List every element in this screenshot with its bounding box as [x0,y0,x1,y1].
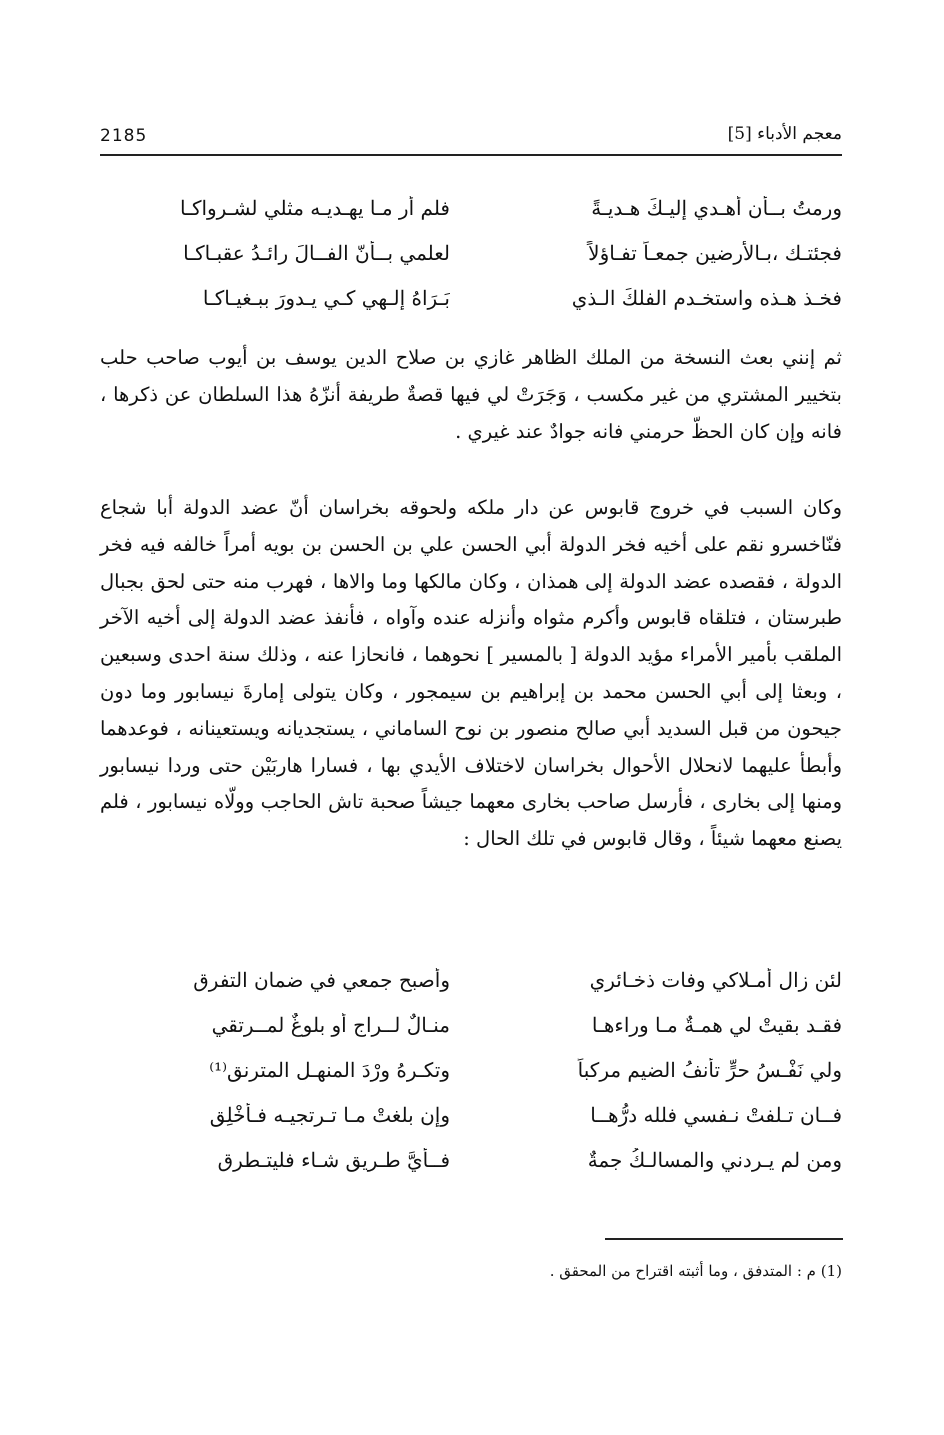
verse-second-hemistich: لعلمي بــأنّ الفــالَ رائـدُ عقبـاكـا [183,241,450,265]
verse-first-hemistich: ورمتُ بــأن أُهـدي إليـكَ هـديـةً [591,196,842,220]
verse-second-hemistich: وتكـرهُ وِرْدَ المنهـلِ المترنقِ⁽¹⁾ [209,1058,450,1082]
verse-line [100,1058,842,1103]
verse-second-hemistich: فلم أر مـا يهـديـه مثلي لشـرواكـا [179,196,450,220]
paragraph-qabus-story: وكان السبب في خروج قابوس عن دار ملكه ولحوقه بخراسان أنّ عضد الدولة أبا شجاع فنّاخسرو نقم على أخيه فخر الدولة أبي الحسن علي بن الحسن بن بويه أمراً خالفه فيه فخر الدولة ، فقصده عضد الدولة إلى همذان ، وكان مالكها وما والاها ، فهرب منه حتى لحق بجبال طبرستان ، فتلقاه قابوس وأكرم مثواه وأنزله عنده وآواه ، فأنفذ عضد الدولة إلى أخيه الآخر الملقب بأمير الأمراء مؤيد الدولة [ بالمسير ] نحوهما ، فانحازا عنه ، وذلك سنة احدى وسبعين ، وبعثا إلى أبي الحسن محمد بن إبراهيم بن سيمجور ، وكان يتولى إمارةَ نيسابور وما دون جيحون من قبل السديد أبي صالح منصور بن نوح الساماني ، يستجديانه ويستعينانه ، فوعدهما وأبطأ عليهما لانحلال الأحوال بخراسان لاختلاف الأيدي بها ، فسارا هاربَيْن حتى وردا نيسابور ومنها إلى بخارى ، فأرسل صاحب بخارى معهما جيشاً صحبة تاش الحاجب وولّاه نيسابور ، فلم يصنع معهما شيئاً ، وقال قابوس في تلك الحال : [100,496,842,851]
verse-line [100,1103,842,1148]
verse-first-hemistich: فــان تـلفتْ نـفسي فلله درُّهــا [590,1103,842,1127]
verse-second-hemistich: وأصبح جمعي في ضمانِ التفرقِ [193,968,450,992]
verse-second-hemistich: بَـرَاهُ إلـهي كـي يـدورَ ببـغيـاكـا [202,286,450,310]
verse-second-hemistich: فــأيَّ طـريقٍ شـاء فليتـطرقِ [217,1148,450,1172]
verse-line [100,241,842,286]
verse-block-bottom [100,968,842,1193]
footnote: (1) م : المتدفق ، وما أثبته اقتراح من المحقق . [549,1262,842,1280]
verse-first-hemistich: ولي نَفْـسُ حرٍّ تأنفُ الضيم مركباً [577,1058,842,1082]
verse-line [100,968,842,1013]
verse-second-hemistich: منـالٌ لــراجٍ أو بلوغٌ لمــرتقي [211,1013,450,1037]
verse-second-hemistich: وإن بلغتْ مـا تـرتجيـه فـأخْلِقِ [209,1103,450,1127]
page-number: 2185 [100,126,148,146]
verse-line [100,286,842,331]
paragraph-intro: ثم إنني بعث النسخة من الملك الظاهر غازي بن صلاح الدين يوسف بن أيوب صاحب حلب بتخيير المشتري من غير مكسب ، وَجَرَتْ لي فيها قصةٌ طريفة أنزّهُ هذا السلطان عن ذكرها ، فانه وإن كان الحظّ حرمني فانه جوادٌ عند غيري . [100,346,842,443]
verse-first-hemistich: ومن لم يـردني والمسالـكُ جمةٌ [587,1148,842,1172]
running-title: معجم الأدباء [5] [727,124,842,144]
verse-first-hemistich: فقـد بقيتْ لي همـةٌ مـا وراءهـا [591,1013,842,1037]
verse-line [100,196,842,241]
verse-block-top [100,196,842,331]
verse-line [100,1013,842,1058]
verse-line [100,1148,842,1193]
verse-first-hemistich: فجئتـك ،بـالأرضين جمعـاً تفـاؤلاً [588,241,842,265]
page-header [100,120,842,156]
footnote-divider [605,1238,843,1240]
verse-first-hemistich: فخـذ هـذه واستخـدم الفلكَ الـذي [571,286,842,310]
verse-first-hemistich: لئن زال أمـلاكي وفات ذخـائري [589,968,842,992]
